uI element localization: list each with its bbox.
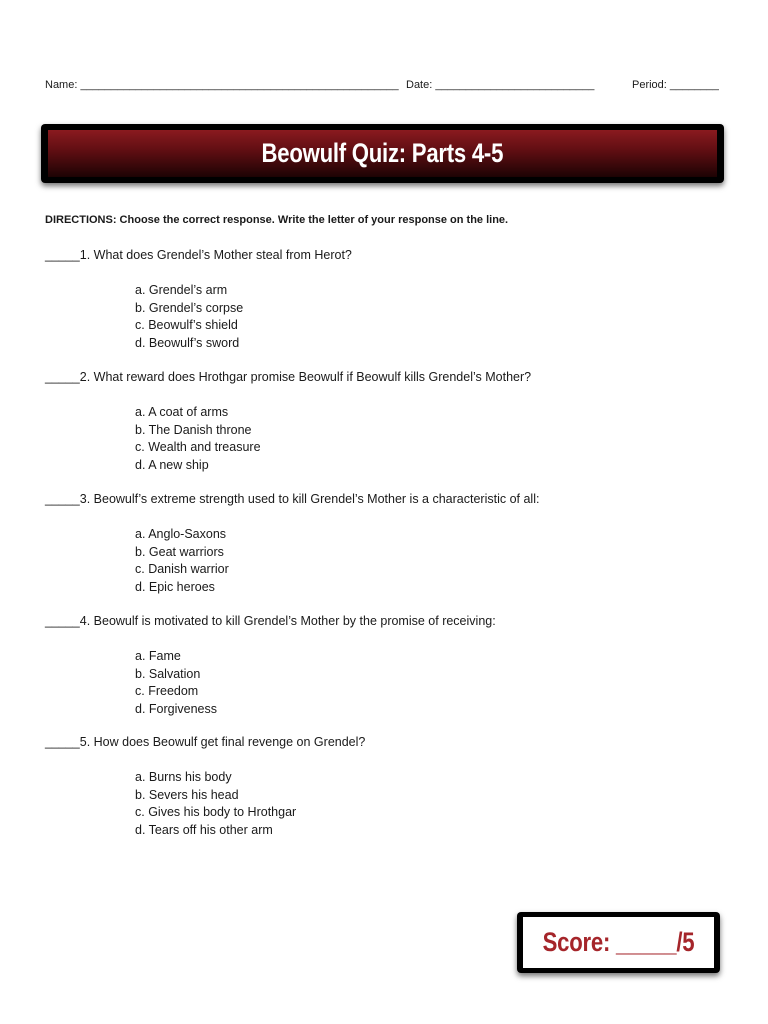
option: a. Fame <box>135 649 181 663</box>
option: c. Danish warrior <box>135 562 229 576</box>
date-field[interactable]: Date: __________________________ <box>406 79 595 91</box>
name-field[interactable]: Name: ____________________________________________________ <box>45 79 399 91</box>
option: b. Salvation <box>135 666 201 681</box>
option: a. Grendel’s arm <box>135 283 228 297</box>
question-1-options <box>135 282 243 352</box>
option: b. Severs his head <box>135 787 239 802</box>
option: b. The Danish throne <box>135 422 252 437</box>
score-field[interactable]: Score: _____/5 <box>542 927 695 957</box>
option: d. Tears off his other arm <box>135 822 273 837</box>
question-4[interactable]: _____4. Beowulf is motivated to kill Grendel’s Mother by the promise of receiving: <box>45 614 496 628</box>
option: b. Grendel’s corpse <box>135 300 244 315</box>
question-3-options <box>135 526 229 596</box>
question-1[interactable]: _____1. What does Grendel’s Mother steal from Herot? <box>45 248 352 262</box>
question-5[interactable]: _____5. How does Beowulf get final revenge on Grendel? <box>45 735 366 749</box>
question-4-options <box>135 648 217 718</box>
option: a. Anglo-Saxons <box>135 527 227 541</box>
option: d. Beowulf’s sword <box>135 335 240 350</box>
option: c. Wealth and treasure <box>135 440 261 454</box>
option: b. Geat warriors <box>135 544 224 559</box>
option: c. Beowulf’s shield <box>135 318 238 332</box>
score-box-inner <box>523 917 714 968</box>
option: d. Forgiveness <box>135 701 217 716</box>
title-banner <box>41 124 724 183</box>
option: c. Gives his body to Hrothgar <box>135 805 297 819</box>
directions: DIRECTIONS: Choose the correct response. Write the letter of your response on the line. <box>45 214 509 226</box>
title-banner-inner <box>48 130 717 177</box>
option: a. A coat of arms <box>135 405 229 419</box>
question-5-options <box>135 769 296 839</box>
score-box <box>517 912 720 973</box>
quiz-title: Beowulf Quiz: Parts 4-5 <box>261 138 504 168</box>
question-3[interactable]: _____3. Beowulf’s extreme strength used to kill Grendel’s Mother is a characteristic of all: <box>45 492 540 506</box>
option: c. Freedom <box>135 684 199 698</box>
period-field[interactable]: Period: ________ <box>632 79 719 91</box>
option: d. Epic heroes <box>135 579 215 594</box>
question-2-options <box>135 404 261 474</box>
option: a. Burns his body <box>135 770 232 784</box>
question-2[interactable]: _____2. What reward does Hrothgar promise Beowulf if Beowulf kills Grendel’s Mother? <box>45 370 532 384</box>
option: d. A new ship <box>135 457 209 472</box>
